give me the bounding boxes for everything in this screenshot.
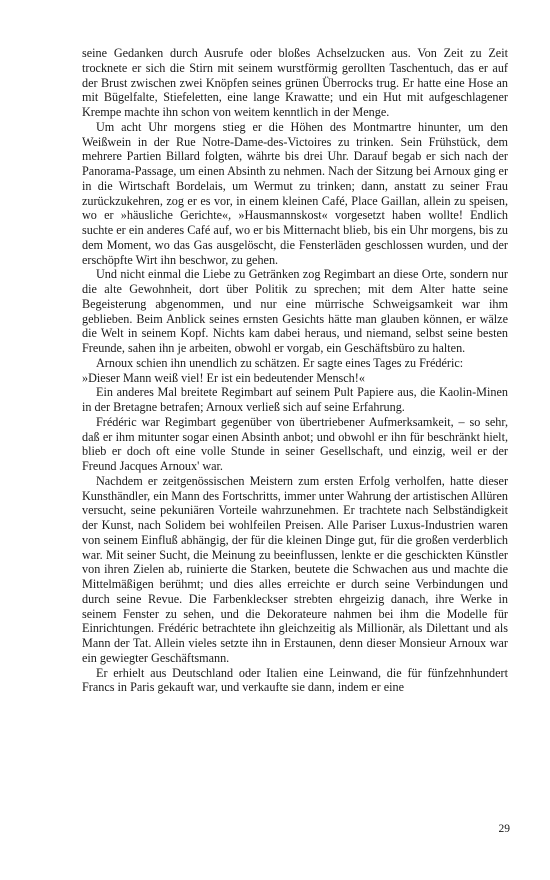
paragraph-frederic-attention: Frédéric war Regimbart gegenüber von übertriebener Aufmerksamkeit, – so sehr, daß er ihm mitunter sogar einen Absinth anbot; und obwohl er ihn für beschränkt hielt, blieb er doch oft eine volle Stunde in seiner Gesellschaft, und einzig, weil er der Freund Jacques Arnoux' war.	[82, 414, 508, 473]
paragraph-quote: »Dieser Mann weiß viel! Er ist ein bedeutender Mensch!«	[82, 370, 365, 385]
paragraph-regimbart-habits: Und nicht einmal die Liebe zu Getränken zog Regimbart an diese Orte, sondern nur die alte Gewohnheit, dort über Politik zu sprechen; mit dem Alter hatte seine Begeisterung abgenommen, und nur eine mürrische Schweigsamkeit war ihm geblieben. Beim Anblick seines ernsten Gesichts hätte man glauben können, er wälze die Welt in seinem Kopf. Nichts kam dabei heraus, und niemand, selbst seine besten Freunde, sahen ihn je arbeiten, obwohl er vorgab, ein Geschäftsbüro zu halten.	[82, 267, 508, 355]
paragraph-kaolin: Ein anderes Mal breitete Regimbart auf seinem Pult Papiere aus, die Kaolin-Minen in der Bretagne betrafen; Arnoux verließ sich auf seine Erfahrung.	[82, 385, 508, 414]
paragraph-canvas-trade: Er erhielt aus Deutschland oder Italien eine Leinwand, die für fünfzehnhundert Francs in Paris gekauft war, und verkaufte sie dann, indem er eine	[82, 665, 508, 695]
paragraph-continuation: seine Gedanken durch Ausrufe oder bloßes Achselzucken aus. Von Zeit zu Zeit trocknete er sich die Stirn mit seinem wurstförmig gerollten Taschentuch, das er auf der Brust zwischen zwei Knöpfen seines grünen Überrocks trug. Er hatte eine Hose an mit Bügelfalte, Stiefeletten, eine lange Krawatte; und ein Hut mit aufgeschlagener Krempe machte ihn schon von weitem kenntlich in der Menge.	[82, 46, 508, 119]
paragraph-montmartre: Um acht Uhr morgens stieg er die Höhen des Montmartre hinunter, um den Weißwein in der Rue Notre-Dame-des-Victoires zu trinken. Sein Frühstück, dem mehrere Partien Billard folgten, währte bis drei Uhr. Darauf begab er sich nach der Panorama-Passage, um einen Absinth zu nehmen. Nach der Sitzung bei Arnoux ging er in die Wirtschaft Bordelais, um Wermut zu trinken; dann, anstatt zu seiner Frau zurückzukehren, zog er es vor, in einem kleinen Café, Place Gaillan, allein zu speisen, wo er »häusliche Gerichte«, »Hausmannskost« vorgesetzt haben wollte! Endlich suchte er ein anderes Café auf, wo er bis Mitternacht blieb, bis ein Uhr morgens, bis zu dem Moment, wo das Gas ausgelöscht, die Fensterläden geschlossen wurden, und der erschöpfte Wirt ihn beschwor, zu gehen.	[82, 119, 508, 267]
paragraph-art-dealer: Nachdem er zeitgenössischen Meistern zum ersten Erfolg verholfen, hatte dieser Kunsthändler, ein Mann des Fortschritts, immer unter Wahrung der artistischen Allüren versucht, seine pekuniären Vorteile wahrzunehmen. Er trachtete nach Selbständigkeit der Kunst, nach Solidem bei wohlfeilen Preisen. Alle Pariser Luxus-Industrien waren von seinem Einfluß abhängig, der für die kleinen Dinge gut, für die großen verderblich war. Mit seiner Sucht, die Meinung zu beeinflussen, lenkte er die geschickten Künstler von ihren Zielen ab, ruinierte die Starken, beutete die Schwachen aus und machte die Mittelmäßigen berühmt; und dies alles erreichte er durch seine Verbindungen und durch seine Revue. Die Farbenkleckser strebten ehrgeizig danach, ihre Werke in seinem Fenster zu sehen, und die Dekorateure nahmen bei ihm die Modelle für Einrichtungen. Frédéric betrachtete ihn gleichzeitig als Millionär, als Dilettant und als Mann der Tat. Allein vieles setzte ihn in Erstaunen, denn dieser Monsieur Arnoux war ein gewiegter Geschäftsmann.	[82, 473, 508, 665]
page-number: 29	[498, 823, 510, 835]
book-page-text	[82, 46, 508, 836]
paragraph-arnoux-esteem: Arnoux schien ihn unendlich zu schätzen. Er sagte eines Tages zu Frédéric:	[96, 355, 464, 370]
